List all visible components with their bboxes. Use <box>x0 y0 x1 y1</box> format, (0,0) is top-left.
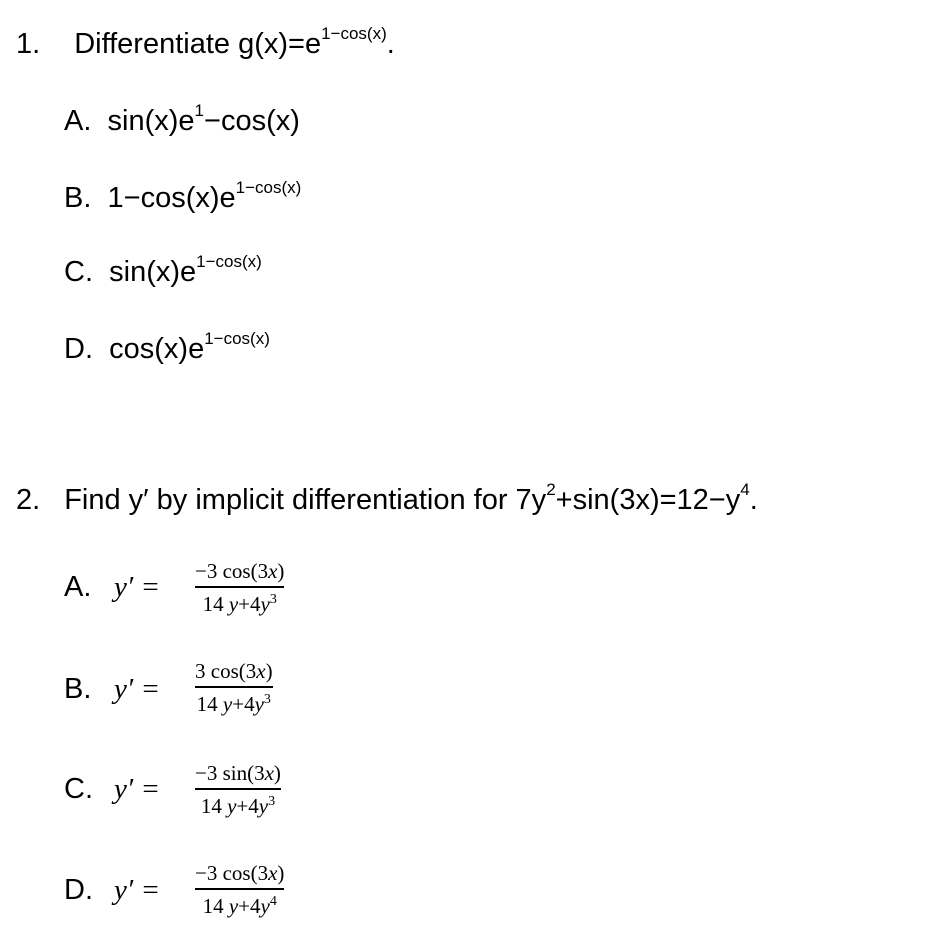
q2-option-d-letter: D. <box>64 874 93 906</box>
q2-option-a-fraction-bar <box>195 586 284 588</box>
q2-option-d-numerator: −3 cos(3x) <box>195 861 285 885</box>
question-1-number: 1. <box>16 28 41 60</box>
q1-option-d-letter: D. <box>64 333 93 365</box>
q1-option-c-base: sin(x)e <box>109 256 197 288</box>
q2-option-b-lhs: y′ = <box>114 673 161 705</box>
q2-option-c-numerator: −3 sin(3x) <box>195 761 281 785</box>
question-2-period: . <box>749 484 758 516</box>
q1-option-c-letter: C. <box>64 256 93 288</box>
q2-option-c-fraction <box>195 763 281 817</box>
q2-option-b-numerator: 3 cos(3x) <box>195 659 273 683</box>
q2-option-a-fraction <box>195 561 284 615</box>
q1-option-a-base: sin(x)e <box>107 105 195 137</box>
q2-option-b-denominator: 14 $y+4y^3$ <box>196 691 271 716</box>
q1-option-b[interactable] <box>64 178 302 214</box>
q1-option-d-base: cos(x)e <box>109 333 205 365</box>
question-2-prompt <box>16 480 758 516</box>
q1-option-d[interactable] <box>64 329 270 365</box>
question-2-exponent-1: 2 <box>546 480 556 499</box>
q1-option-a-exponent: 1 <box>194 101 205 120</box>
q2-option-a-letter: A. <box>64 571 92 603</box>
question-2-text-b: +sin(3x)=12−y <box>555 484 741 516</box>
q2-option-c-letter: C. <box>64 773 93 805</box>
q1-option-a[interactable] <box>64 101 300 137</box>
q1-option-a-letter: A. <box>64 105 92 137</box>
question-1-exponent: 1−cos(x) <box>321 24 387 43</box>
q2-option-d-fraction-bar <box>195 888 284 890</box>
question-1-prompt <box>16 24 395 60</box>
q2-option-d-fraction <box>195 863 284 917</box>
q1-option-a-tail: −cos(x) <box>204 105 300 137</box>
q2-option-c-lhs: y′ = <box>114 773 161 805</box>
question-1-period: . <box>386 28 395 60</box>
q1-option-b-base: 1−cos(x)e <box>107 182 236 214</box>
q1-option-c-exponent: 1−cos(x) <box>196 252 262 271</box>
q2-option-a-lhs: y′ = <box>114 571 161 603</box>
q1-option-c[interactable] <box>64 252 262 288</box>
q2-option-c-fraction-bar <box>195 788 281 790</box>
q2-option-b-fraction-bar <box>195 686 273 688</box>
q2-option-a-numerator: −3 cos(3x) <box>195 559 285 583</box>
q2-option-d-lhs: y′ = <box>114 874 161 906</box>
q1-option-d-exponent: 1−cos(x) <box>204 329 270 348</box>
question-1-text: Differentiate g(x)=e <box>74 28 322 60</box>
q2-option-c-denominator: 14 $y+4y^3$ <box>200 793 276 818</box>
q2-option-b-letter: B. <box>64 673 92 705</box>
q1-option-b-exponent: 1−cos(x) <box>235 178 302 197</box>
q2-option-a-denominator: 14 $y+4y^3$ <box>202 591 277 616</box>
question-2-number: 2. <box>16 484 41 516</box>
question-2-exponent-2: 4 <box>740 480 750 499</box>
q2-option-b-fraction <box>195 661 273 715</box>
question-2-text-a: Find y′ by implicit differentiation for 7y <box>64 484 547 516</box>
q2-option-d-denominator: 14 $y+4y^4$ <box>202 893 277 918</box>
q1-option-b-letter: B. <box>64 182 92 214</box>
